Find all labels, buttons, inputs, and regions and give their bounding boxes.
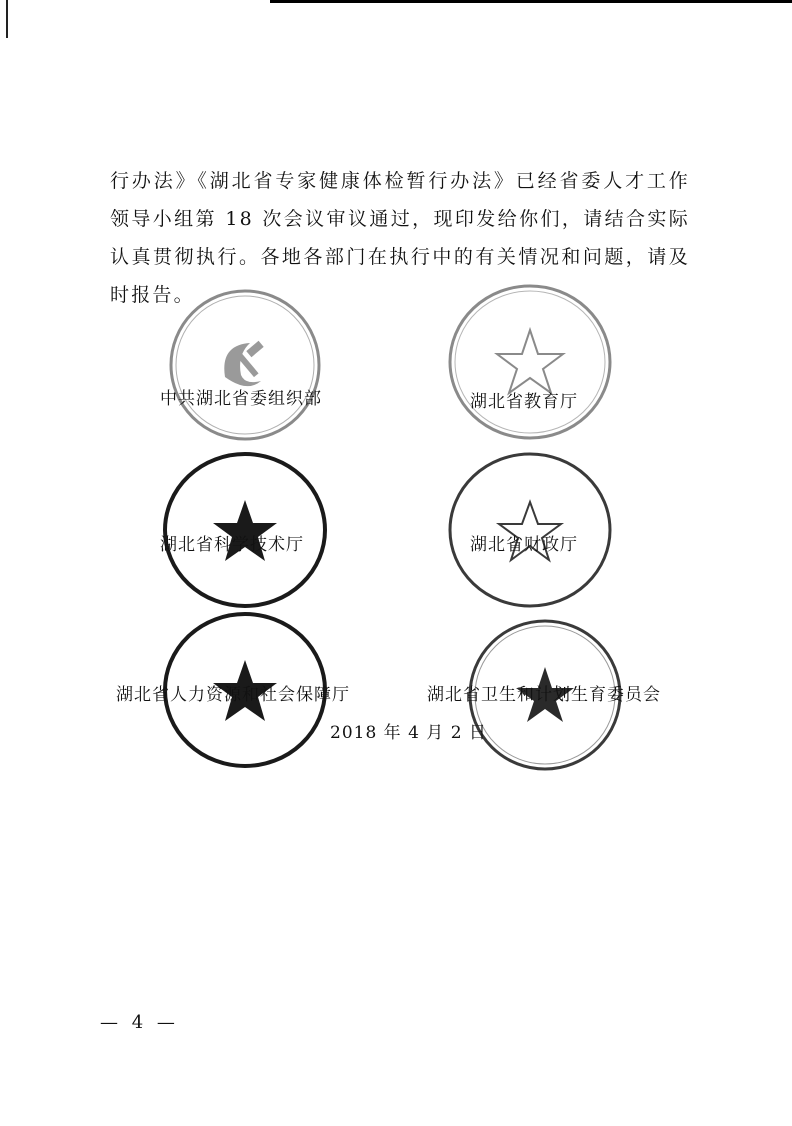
seal-education-department	[445, 282, 615, 442]
signatory-science-technology-department: 湖北省科学技术厅	[160, 535, 304, 555]
scan-edge-top	[270, 0, 792, 3]
seal-organization-department	[165, 285, 325, 445]
signatory-education-department: 湖北省教育厅	[470, 392, 578, 412]
signatory-finance-department: 湖北省财政厅	[470, 535, 578, 555]
signatory-health-family-planning-commission: 湖北省卫生和计划生育委员会	[427, 685, 661, 705]
document-date: 2018 年 4 月 2 日	[330, 723, 487, 743]
signatory-human-resources-department: 湖北省人力资源和社会保障厅	[116, 685, 350, 705]
scan-edge-left	[6, 0, 8, 38]
page-number: — 4 —	[100, 1012, 179, 1033]
signatory-organization-department: 中共湖北省委组织部	[160, 389, 322, 409]
body-paragraph: 行办法》《湖北省专家健康体检暂行办法》已经省委人才工作领导小组第 18 次会议审议通过，现印发给你们，请结合实际认真贯彻执行。各地各部门在执行中的有关情况和问题，请及时报告。	[110, 170, 690, 306]
